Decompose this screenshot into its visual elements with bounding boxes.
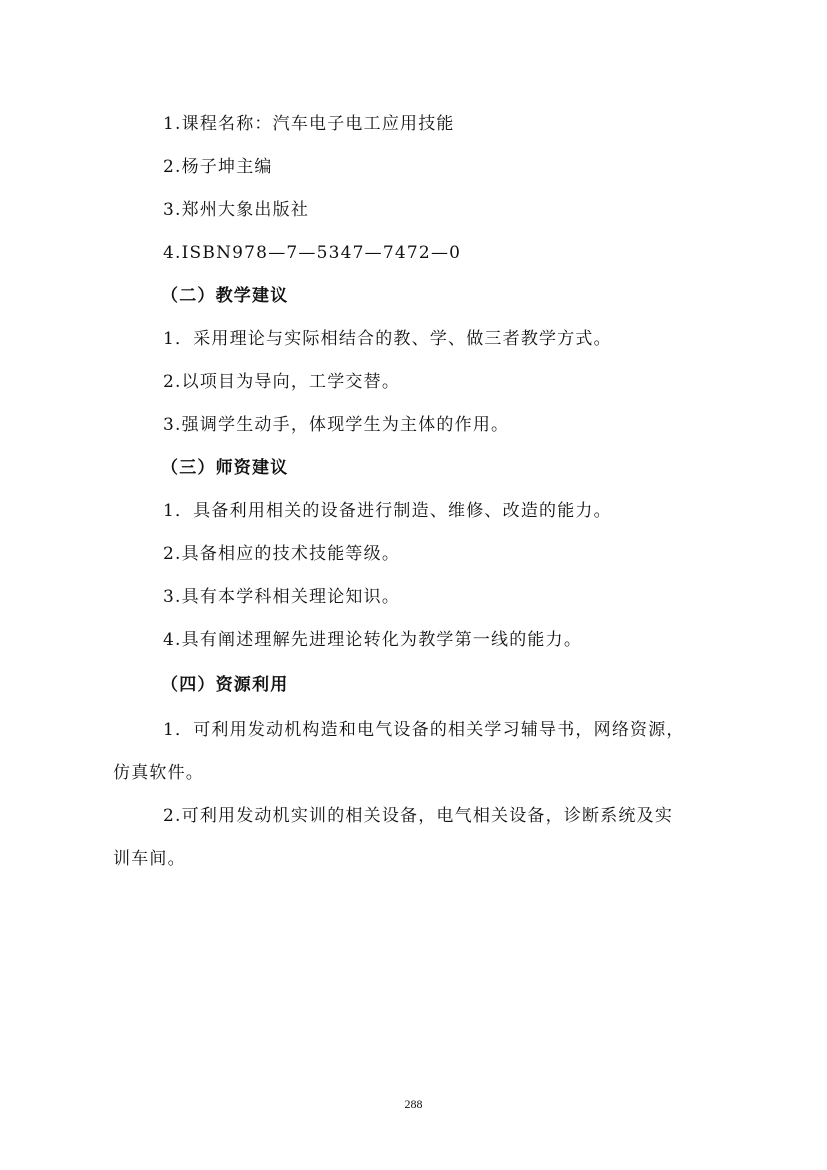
editor-line: 2.杨子坤主编 xyxy=(163,157,273,177)
resources-item-1-line-1: 1．可利用发动机构造和电气设备的相关学习辅导书，网络资源， xyxy=(163,720,685,740)
course-name-line: 1.课程名称：汽车电子电工应用技能 xyxy=(163,114,455,134)
faculty-item-3: 3.具有本学科相关理论知识。 xyxy=(163,587,401,607)
page-number: 288 xyxy=(404,1097,423,1111)
teaching-item-3: 3.强调学生动手，体现学生为主体的作用。 xyxy=(163,415,510,435)
faculty-heading: （三）师资建议 xyxy=(161,458,289,478)
teaching-heading: （二）教学建议 xyxy=(161,286,289,306)
faculty-item-2: 2.具备相应的技术技能等级。 xyxy=(163,544,401,564)
isbn-line: 4.ISBN978—7—5347—7472—0 xyxy=(163,243,462,263)
publisher-line: 3.郑州大象出版社 xyxy=(163,200,310,220)
resources-item-2-line-2: 训车间。 xyxy=(113,849,186,869)
resources-item-2-line-1: 2.可利用发动机实训的相关设备，电气相关设备，诊断系统及实 xyxy=(163,806,674,826)
teaching-item-1: 1．采用理论与实际相结合的教、学、做三者教学方式。 xyxy=(163,329,612,349)
resources-heading: （四）资源利用 xyxy=(161,675,289,695)
faculty-item-1: 1．具备利用相关的设备进行制造、维修、改造的能力。 xyxy=(163,501,612,521)
teaching-item-2: 2.以项目为导向，工学交替。 xyxy=(163,372,401,392)
faculty-item-4: 4.具有阐述理解先进理论转化为教学第一线的能力。 xyxy=(163,630,583,650)
resources-item-1-line-2: 仿真软件。 xyxy=(113,763,204,783)
